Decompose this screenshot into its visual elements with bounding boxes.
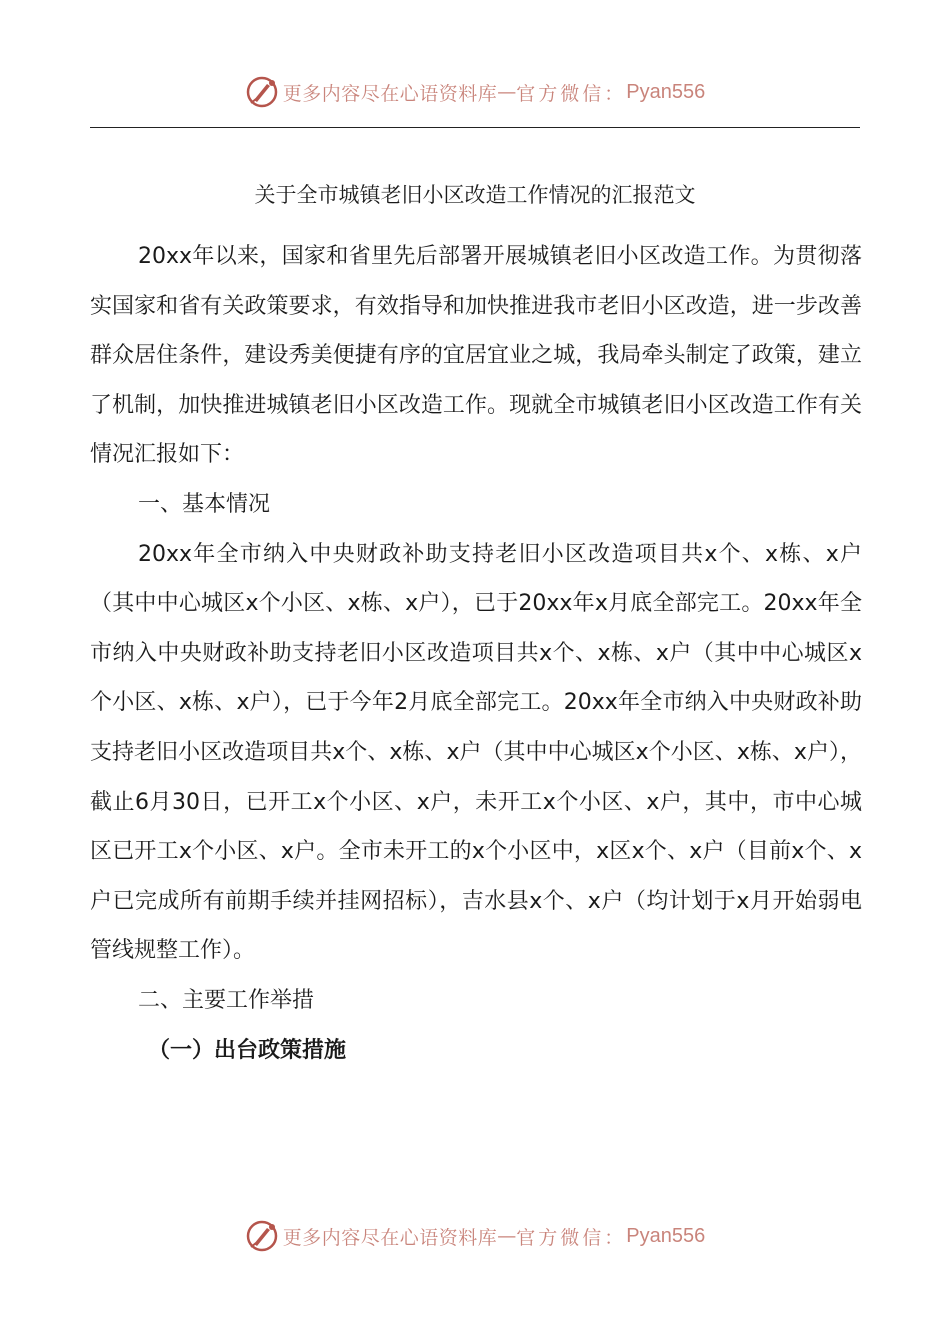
document-title: 关于全市城镇老旧小区改造工作情况的汇报范文 <box>254 183 696 207</box>
header-watermark <box>0 72 950 112</box>
watermark-slogan: 更多内容尽在心语资料库 <box>282 1226 498 1249</box>
intro-paragraph: 20xx年以来，国家和省里先后部署开展城镇老旧小区改造工作。为贯彻落实国家和省有关政策要求，有效指导和加快推进我市老旧小区改造，进一步改善群众居住条件，建设秀美便捷有序的宜居宜业之城，我局牵头制定了政策，建立了机制，加快推进城镇老旧小区改造工作。现就全市城镇老旧小区改造工作有关情况汇报如下： <box>90 244 862 468</box>
watermark-wechat-id: Pyan556 <box>626 1224 706 1247</box>
section-heading-basic-situation: 一、基本情况 <box>138 491 271 517</box>
watermark-label: 官方微信： <box>516 82 627 105</box>
watermark-slogan: 更多内容尽在心语资料库 <box>282 82 498 105</box>
footer-watermark <box>0 1216 950 1256</box>
watermark-label: 官方微信： <box>516 1226 627 1249</box>
watermark-wechat-id: Pyan556 <box>626 80 706 103</box>
document-body <box>90 232 862 1075</box>
watermark-dash: — <box>497 81 517 103</box>
watermark-dash: — <box>497 1225 517 1247</box>
section-heading-main-measures: 二、主要工作举措 <box>138 987 315 1013</box>
subsection-heading-policy: （一）出台政策措施 <box>148 1037 347 1063</box>
quill-logo-icon <box>245 1219 279 1253</box>
quill-logo-icon <box>245 75 279 109</box>
header-divider <box>90 127 860 128</box>
basic-situation-paragraph: 20xx年全市纳入中央财政补助支持老旧小区改造项目共x个、x栋、x户（其中中心城区x个小区、x栋、x户），已于20xx年x月底全部完工。20xx年全市纳入中央财政补助支持老旧小区改造项目共x个、x栋、x户（其中中心城区x个小区、x栋、x户），已于今年2月底全部完工。20xx年全市纳入中央财政补助支持老旧小区改造项目共x个、x栋、x户（其中中心城区x个小区、x栋、x户），截止6月30日，已开工x个小区、x户，未开工x个小区、x户，其中，市中心城区已开工x个小区、x户。全市未开工的x个小区中，x区x个、x户（目前x个、x户已完成所有前期手续并挂网招标），吉水县x个、x户（均计划于x月开始弱电管线规整工作）。 <box>90 541 862 964</box>
